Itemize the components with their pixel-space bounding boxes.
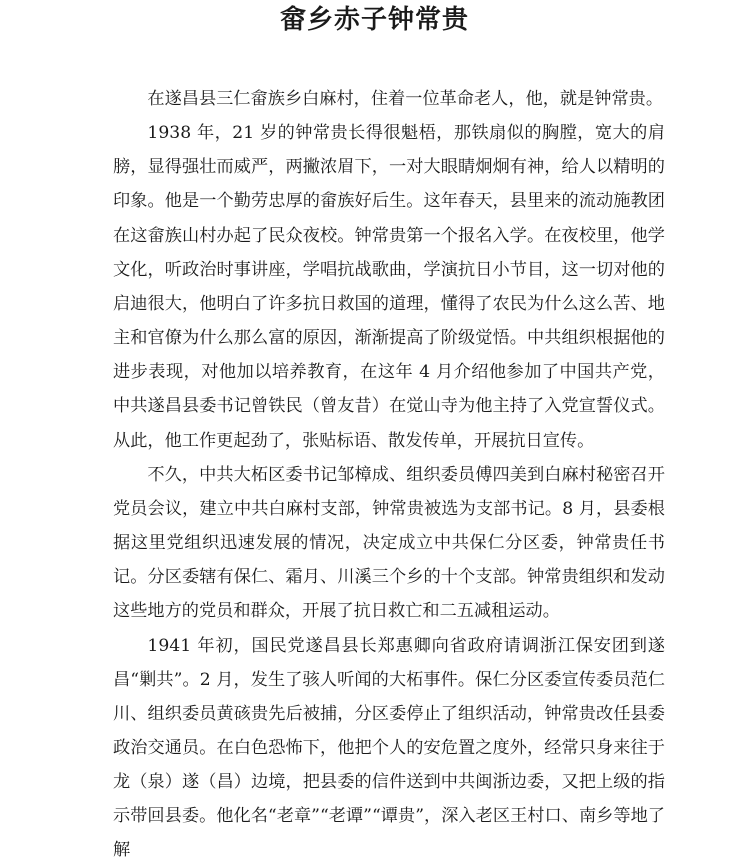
- paragraph-1941: 1941 年初，国民党遂昌县长郑惠卿向省政府请调浙江保安团到遂昌“剿共”。2 月，发生了骇人听闻的大柘事件。保仁分区委宣传委员范仁川、组织委员黄硋贵先后被捕，分区委停止了组织活动，钟常贵改任县委政治交通员。在白色恐怖下，他把个人的安危置之度外，经常只身来往于龙（泉）遂（昌）边境，把县委的信件送到中共闽浙边委，又把上级的指示带回县委。他化名“老章”“老谭”“谭贵”，深入老区王村口、南乡等地了解: [113, 635, 665, 861]
- paragraph-intro: 在遂昌县三仁畲族乡白麻村，住着一位革命老人，他，就是钟常贵。: [147, 89, 664, 109]
- paragraph-branch-founding: 不久，中共大柘区委书记邹樟成、组织委员傅四美到白麻村秘密召开党员会议，建立中共白麻村支部，钟常贵被选为支部书记。8 月，县委根据这里党组织迅速发展的情况，决定成立中共保仁分区委，钟常贵任书记。分区委辖有保仁、霜月、川溪三个乡的十个支部。钟常贵组织和发动这些地方的党员和群众，开展了抗日救亡和二五减租运动。: [113, 464, 665, 622]
- article-body: [113, 82, 665, 868]
- article-title: 畲乡赤子钟常贵: [279, 5, 469, 35]
- paragraph-1938: 1938 年，21 岁的钟常贵长得很魁梧，那铁扇似的胸膛，宽大的肩膀，显得强壮而威严，两撇浓眉下，一对大眼睛炯炯有神，给人以精明的印象。他是一个勤劳忠厚的畲族好后生。这年春天，县里来的流动施教团在这畲族山村办起了民众夜校。钟常贵第一个报名入学。在夜校里，他学文化，听政治时事讲座，学唱抗战歌曲，学演抗日小节目，这一切对他的启迪很大，他明白了许多抗日救国的道理，懂得了农民为什么这么苦、地主和官僚为什么那么富的原因，渐渐提高了阶级觉悟。中共组织根据他的进步表现，对他加以培养教育，在这年 4 月介绍他参加了中国共产党，中共遂昌县委书记曾铁民（曾友昔）在觉山寺为他主持了入党宣誓仪式。从此，他工作更起劲了，张贴标语、散发传单，开展抗日宣传。: [113, 123, 665, 451]
